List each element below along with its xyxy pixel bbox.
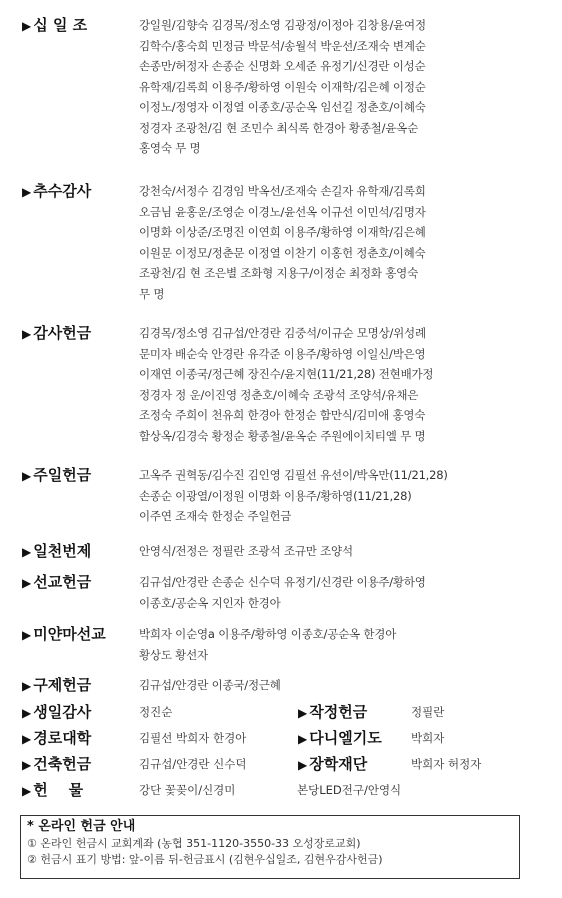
pair-left-label: ▶ 생일감사 [22, 703, 92, 721]
pair-right-value: 본당LED전구/안영식 [297, 783, 402, 797]
pair-left-value: 김필선 박희자 한경아 [139, 731, 247, 745]
triangle-right-icon: ▶ [22, 706, 32, 720]
triangle-right-icon: ▶ [22, 576, 32, 590]
donor-lines [139, 465, 549, 527]
donor-line: 김학수/홍숙희 민정금 박문석/송월석 박운선/조재숙 변계순 [139, 38, 426, 53]
donor-lines [139, 323, 549, 446]
donor-line: 이종호/공순옥 지인자 한경아 [139, 595, 281, 610]
donor-line: 조정숙 주희이 천유희 한경아 한정순 함만식/김미애 홍영숙 [139, 408, 426, 422]
donor-lines [139, 572, 549, 613]
pair-left-value: 강단 꽃꽂이/신경미 [139, 783, 236, 797]
section-label: ▶ 구제헌금 [22, 676, 92, 694]
donor-lines [139, 541, 549, 562]
donor-line: 조광천/김 현 조은별 조화형 지용구/이정순 최정화 홍영숙 [139, 266, 418, 280]
donor-line: 홍영숙 무 명 [139, 141, 201, 155]
donor-line: 무 명 [139, 286, 165, 301]
donor-lines [139, 15, 549, 159]
pair-right-value: 박희자 허정자 [411, 757, 482, 771]
donor-lines [139, 675, 549, 696]
triangle-right-icon: ▶ [22, 185, 32, 199]
donor-line: 강천숙/서정수 김경임 박옥선/조재숙 손길자 유학재/김록희 [139, 184, 426, 198]
online-offering-notice [20, 815, 520, 879]
pair-left-label: ▶ 건축헌금 [22, 755, 92, 773]
pair-left-value: 김규섭/안경란 신수덕 [139, 757, 247, 771]
pair-left-label: ▶ 경로대학 [22, 729, 92, 747]
donor-lines [139, 624, 549, 665]
section-label: ▶ 감사헌금 [22, 324, 92, 342]
donor-line: 김경목/정소영 김규섭/안경란 김중석/이규순 모명상/위성례 [139, 326, 426, 340]
donor-lines [139, 181, 549, 304]
pair-right-label: ▶ 다니엘기도 [298, 729, 382, 747]
section-label: ▶ 추수감사 [22, 182, 92, 200]
pair-left-label: ▶ 헌 물 [22, 781, 84, 799]
notice-title: * 온라인 헌금 안내 [27, 819, 136, 834]
pair-right-value: 정필란 [411, 705, 445, 719]
donor-line: 강일원/김향숙 김경목/정소영 김광정/이정아 김창용/윤여정 [139, 18, 426, 32]
donor-line: 이원문 이정모/정춘문 이정열 이찬기 이홍헌 정춘호/이혜숙 [139, 245, 426, 260]
donor-line: 유학재/김록희 이용주/황하영 이원숙 이재학/김은혜 이정순 [139, 79, 426, 94]
donor-line: 김규섭/안경란 이종국/정근혜 [139, 678, 281, 692]
triangle-right-icon: ▶ [22, 784, 32, 798]
pair-right-value: 박희자 [411, 731, 445, 745]
triangle-right-icon: ▶ [22, 327, 32, 341]
pair-right-label: ▶ 작정헌금 [298, 703, 368, 721]
section-label: ▶ 십 일 조 [22, 16, 88, 34]
triangle-right-icon: ▶ [22, 545, 32, 559]
donor-line: 손종순 이광열/이정원 이명화 이용주/황하영(11/21,28) [139, 488, 412, 503]
pair-left-value: 정진순 [139, 705, 173, 719]
donor-line: 이정노/정영자 이정열 이종호/공순옥 임선길 정춘호/이혜숙 [139, 100, 426, 114]
donor-line: 고옥주 권혁동/김수진 김인영 김필선 유선이/박옥만(11/21,28) [139, 468, 448, 482]
donor-line: 안영식/전정은 정필란 조광석 조규만 조양석 [139, 544, 353, 558]
triangle-right-icon: ▶ [298, 706, 308, 720]
triangle-right-icon: ▶ [298, 732, 308, 746]
triangle-right-icon: ▶ [22, 758, 32, 772]
section-label: ▶ 일천번제 [22, 542, 92, 560]
donor-line: 정경자 정 운/이진영 정춘호/이혜숙 조광석 조양석/유채은 [139, 387, 419, 402]
section-label: ▶ 주일헌금 [22, 466, 92, 484]
triangle-right-icon: ▶ [298, 758, 308, 772]
donor-line: 이명화 이상준/조명진 이연희 이용주/황하영 이재학/김은혜 [139, 225, 426, 239]
donor-line: 문미자 배순숙 안경란 유각준 이용주/황하영 이일신/박은영 [139, 346, 426, 361]
donor-line: 김규섭/안경란 손종순 신수덕 유정기/신경란 이용주/황하영 [139, 575, 426, 589]
section-label: ▶ 선교헌금 [22, 573, 92, 591]
section-label: ▶ 미얀마선교 [22, 625, 106, 643]
donor-line: 함상옥/김경숙 황정순 황종철/윤옥순 주원에이치티엘 무 명 [139, 428, 426, 443]
donor-line: 오금님 윤홍운/조영순 이경노/윤선옥 이규선 이민석/김명자 [139, 204, 426, 219]
triangle-right-icon: ▶ [22, 19, 32, 33]
triangle-right-icon: ▶ [22, 469, 32, 483]
donor-line: 이재연 이종국/정근혜 장진수/윤지현(11/21,28) 전현배가정 [139, 367, 434, 381]
triangle-right-icon: ▶ [22, 679, 32, 693]
donor-line: 박희자 이순영a 이용주/황하영 이종호/공순옥 한경아 [139, 627, 397, 641]
donor-line: 손종만/허정자 손종순 신명화 오세준 유정기/신경란 이성순 [139, 59, 426, 73]
donor-line: 황상도 황선자 [139, 647, 208, 662]
triangle-right-icon: ▶ [22, 732, 32, 746]
notice-method-line: ② 헌금시 표기 방법: 앞-이름 뒤-헌금표시 (김현우십일조, 김현우감사헌금) [27, 853, 383, 866]
donor-line: 이주연 조재숙 한정순 주일헌금 [139, 509, 292, 523]
triangle-right-icon: ▶ [22, 628, 32, 642]
pair-right-label: ▶ 장학재단 [298, 755, 368, 773]
notice-account-line: ① 온라인 헌금시 교회계좌 (농협 351-1120-3550-33 오성장로교회) [27, 837, 361, 850]
donor-line: 정경자 조광천/김 현 조민수 최식록 한경아 황종철/윤옥순 [139, 120, 418, 135]
